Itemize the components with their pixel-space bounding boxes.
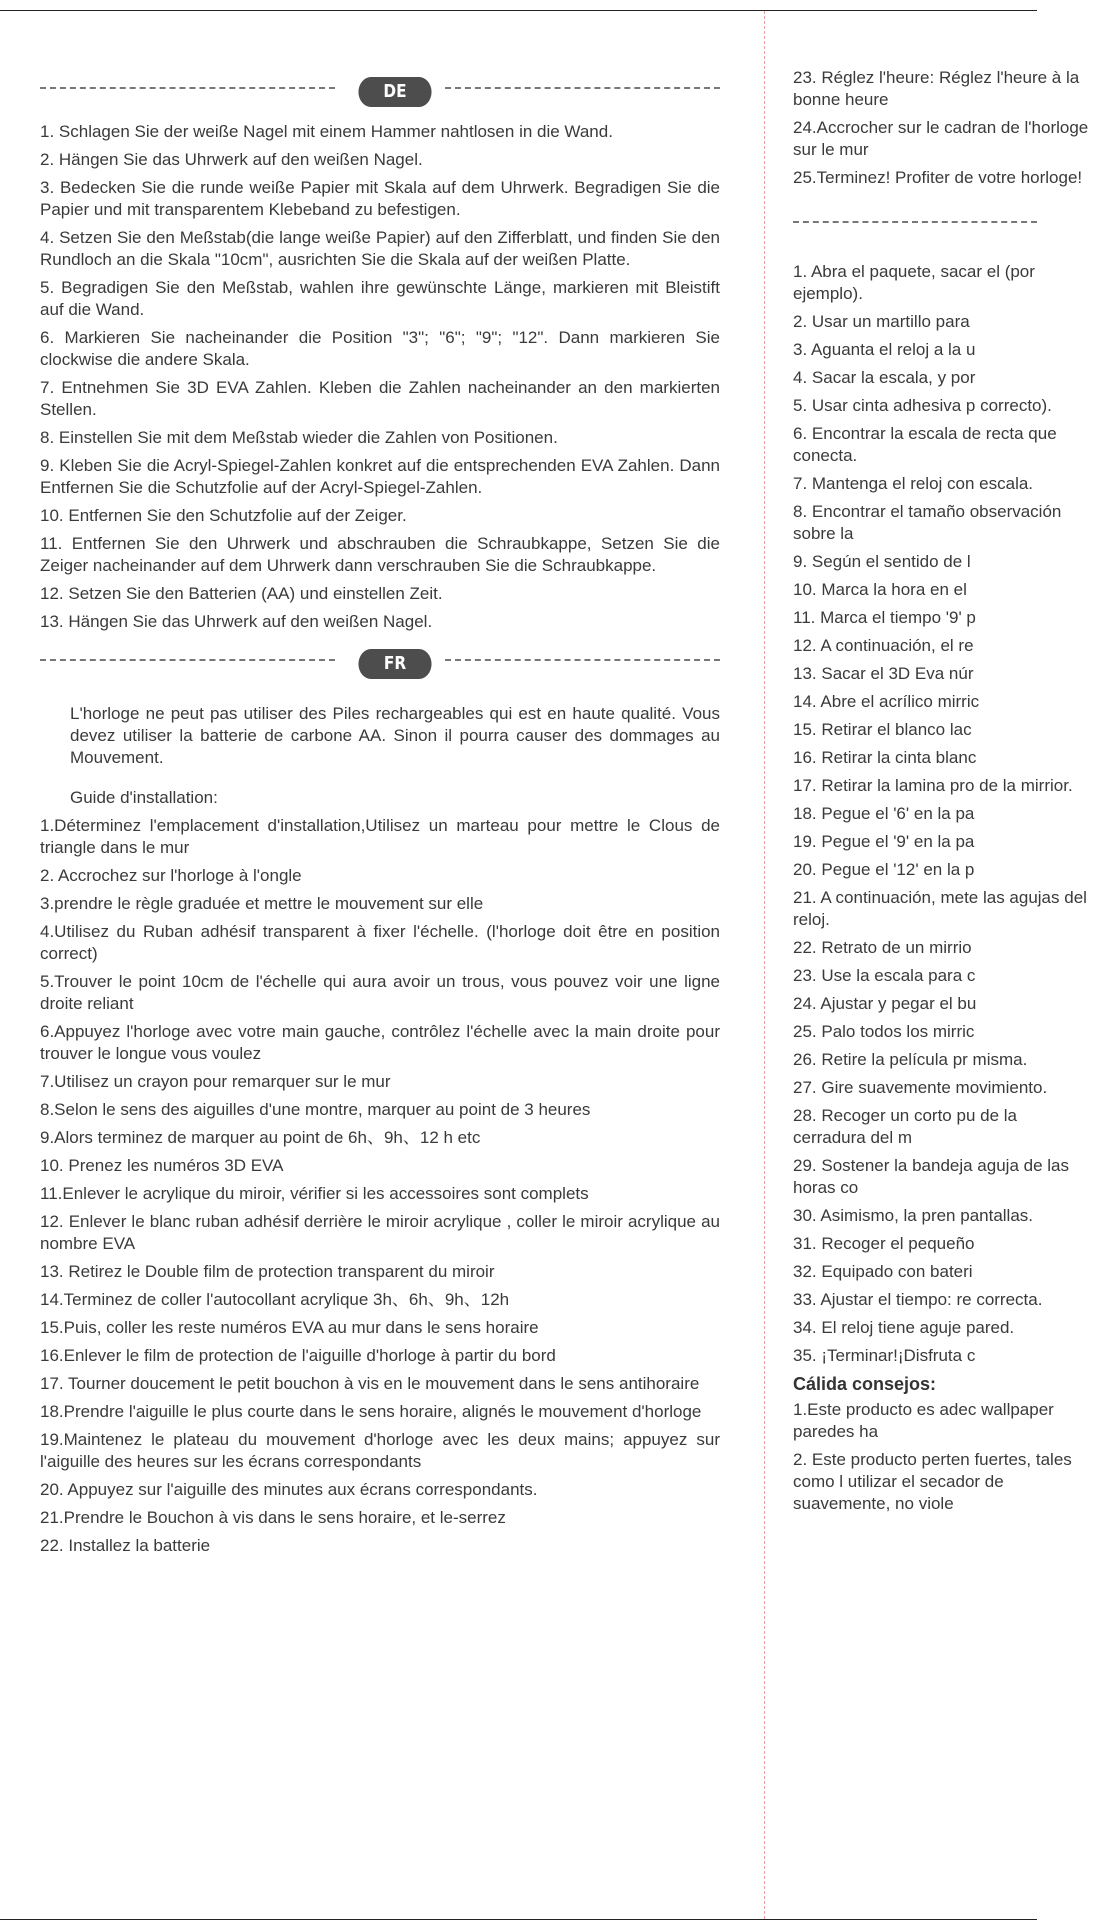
list-item: 20. Pegue el '12' en la p bbox=[793, 860, 975, 879]
list-item: 24. Ajustar y pegar el bu bbox=[793, 994, 977, 1013]
list-item: 12. Setzen Sie den Batterien (AA) und einstellen Zeit. bbox=[40, 584, 443, 603]
list-item: 12. Enlever le blanc ruban adhésif derrière le miroir acrylique , coller le miroir acrylique au nombre EVA bbox=[40, 1212, 720, 1253]
list-item: 4.Utilisez du Ruban adhésif transparent à fixer l'échelle. (l'horloge doit être en position correct) bbox=[40, 922, 720, 963]
list-item: 35. ¡Terminar!¡Disfruta c bbox=[793, 1346, 976, 1365]
fr-steps-continued bbox=[793, 67, 1093, 189]
es-steps-list bbox=[793, 261, 1093, 1367]
list-item: 10. Marca la hora en el bbox=[793, 580, 967, 599]
list-item: 10. Entfernen Sie den Schutzfolie auf der Zeiger. bbox=[40, 506, 407, 525]
list-item: 5. Begradigen Sie den Meßstab, wahlen ihre gewünschte Länge, markieren mit Bleistift auf die Wand. bbox=[40, 278, 720, 319]
list-item: 20. Appuyez sur l'aiguille des minutes aux écrans correspondants. bbox=[40, 1480, 538, 1499]
list-item: 14.Terminez de coller l'autocollant acrylique 3h、6h、9h、12h bbox=[40, 1290, 510, 1309]
list-item: 21. A continuación, mete las agujas del reloj. bbox=[793, 888, 1087, 929]
list-item: 9. Kleben Sie die Acryl-Spiegel-Zahlen konkret auf die entsprechenden EVA Zahlen. Dann Entfernen Sie die Schutzfolie auf der Acryl-Spiegel-Zahlen. bbox=[40, 456, 720, 497]
list-item: 2. Accrochez sur l'horloge à l'ongle bbox=[40, 866, 302, 885]
list-item: 5. Usar cinta adhesiva p correcto). bbox=[793, 396, 1052, 415]
list-item: 1. Schlagen Sie der weiße Nagel mit einem Hammer nahtlosen in die Wand. bbox=[40, 122, 613, 141]
list-item: 2. Hängen Sie das Uhrwerk auf den weißen Nagel. bbox=[40, 150, 423, 169]
list-item: 11.Enlever le acrylique du miroir, vérifier si les accessoires sont complets bbox=[40, 1184, 589, 1203]
list-item: 10. Prenez les numéros 3D EVA bbox=[40, 1156, 284, 1175]
section-divider-es bbox=[793, 211, 1053, 241]
battery-notice: L'horloge ne peut pas utiliser des Piles rechargeables qui est en haute qualité. Vous devez utiliser la batterie de carbone AA. Sinon il pourra causer des dommages au Mouvement. bbox=[70, 704, 720, 767]
dashed-rule bbox=[445, 659, 720, 661]
list-item: 6. Markieren Sie nacheinander die Position "3"; "6"; "9"; "12". Dann markieren Sie clockwise die andere Skala. bbox=[40, 328, 720, 369]
list-item: 25.Terminez! Profiter de votre horloge! bbox=[793, 168, 1083, 187]
list-item: 11. Marca el tiempo '9' p bbox=[793, 608, 976, 627]
list-item: 31. Recoger el pequeño bbox=[793, 1234, 975, 1253]
list-item: 13. Retirez le Double film de protection transparent du miroir bbox=[40, 1262, 495, 1281]
list-item: 27. Gire suavemente movimiento. bbox=[793, 1078, 1048, 1097]
list-item: 8. Encontrar el tamaño observación sobre la bbox=[793, 502, 1062, 543]
list-item: 34. El reloj tiene aguje pared. bbox=[793, 1318, 1015, 1337]
list-item: 7. Entnehmen Sie 3D EVA Zahlen. Kleben die Zahlen nacheinander an den markierten Stellen. bbox=[40, 378, 720, 419]
list-item: 4. Setzen Sie den Meßstab(die lange weiße Papier) auf den Zifferblatt, und finden Sie den Rundloch an die Skala "10cm", ausrichten Sie die Skala auf der weißen Platte. bbox=[40, 228, 720, 269]
es-tips-list bbox=[793, 1399, 1093, 1515]
dashed-rule bbox=[40, 87, 335, 89]
list-item: 8. Einstellen Sie mit dem Meßstab wieder die Zahlen von Positionen. bbox=[40, 428, 558, 447]
dashed-rule bbox=[793, 221, 1037, 223]
list-item: 22. Installez la batterie bbox=[40, 1536, 211, 1555]
list-item: 23. Use la escala para c bbox=[793, 966, 976, 985]
list-item: 30. Asimismo, la pren pantallas. bbox=[793, 1206, 1034, 1225]
list-item: 1. Abra el paquete, sacar el (por ejemplo). bbox=[793, 262, 1035, 303]
dashed-rule bbox=[445, 87, 720, 89]
list-item: 1.Este producto es adec wallpaper paredes ha bbox=[793, 1400, 1054, 1441]
list-item: 28. Recoger un corto pu de la cerradura del m bbox=[793, 1106, 1017, 1147]
list-item: 5.Trouver le point 10cm de l'échelle qui aura avoir un trous, vous pouvez voir une ligne droite reliant bbox=[40, 972, 720, 1013]
list-item: 19.Maintenez le plateau du mouvement d'horloge avec les deux mains; appuyez sur l'aiguille des heures sur les écrans correspondants bbox=[40, 1430, 720, 1471]
list-item: 15. Retirar el blanco lac bbox=[793, 720, 972, 739]
list-item: 3.prendre le règle graduée et mettre le mouvement sur elle bbox=[40, 894, 484, 913]
list-item: 9. Según el sentido de l bbox=[793, 552, 971, 571]
list-item: 3. Aguanta el reloj a la u bbox=[793, 340, 976, 359]
list-item: 32. Equipado con bateri bbox=[793, 1262, 973, 1281]
list-item: 2. Usar un martillo para bbox=[793, 312, 970, 331]
list-item: 33. Ajustar el tiempo: re correcta. bbox=[793, 1290, 1043, 1309]
list-item: 13. Hängen Sie das Uhrwerk auf den weißen Nagel. bbox=[40, 612, 433, 631]
list-item: 23. Réglez l'heure: Réglez l'heure à la bonne heure bbox=[793, 68, 1080, 109]
section-divider-fr bbox=[40, 649, 720, 679]
fr-steps-list bbox=[40, 815, 720, 1557]
list-item: 21.Prendre le Bouchon à vis dans le sens horaire, et le-serrez bbox=[40, 1508, 506, 1527]
section-divider-de bbox=[40, 77, 720, 107]
list-item: 17. Retirar la lamina pro de la mirrior. bbox=[793, 776, 1073, 795]
list-item: 6.Appuyez l'horloge avec votre main gauche, contrôlez l'échelle avec la main droite pour trouver le longue vous voulez bbox=[40, 1022, 720, 1063]
list-item: 18. Pegue el '6' en la pa bbox=[793, 804, 975, 823]
list-item: 16.Enlever le film de protection de l'aiguille d'horloge à partir du bord bbox=[40, 1346, 556, 1365]
list-item: 16. Retirar la cinta blanc bbox=[793, 748, 977, 767]
fold-line bbox=[764, 11, 765, 1919]
language-badge-de: DE bbox=[358, 77, 431, 107]
list-item: 26. Retire la película pr misma. bbox=[793, 1050, 1028, 1069]
instruction-sheet bbox=[0, 10, 1089, 1920]
list-item: 4. Sacar la escala, y por bbox=[793, 368, 976, 387]
list-item: 2. Este producto perten fuertes, tales como l utilizar el secador de suavemente, no viole bbox=[793, 1450, 1072, 1513]
list-item: 25. Palo todos los mirric bbox=[793, 1022, 975, 1041]
list-item: 14. Abre el acrílico mirric bbox=[793, 692, 980, 711]
list-item: 1.Déterminez l'emplacement d'installation,Utilisez un marteau pour mettre le Clous de triangle dans le mur bbox=[40, 816, 720, 857]
left-column bbox=[40, 77, 720, 1563]
list-item: 18.Prendre l'aiguille le plus courte dans le sens horaire, alignés le mouvement d'horloge bbox=[40, 1402, 702, 1421]
de-steps-list bbox=[40, 121, 720, 633]
list-item: 7. Mantenga el reloj con escala. bbox=[793, 474, 1034, 493]
language-badge-fr: FR bbox=[358, 649, 431, 679]
list-item: 7.Utilisez un crayon pour remarquer sur le mur bbox=[40, 1072, 391, 1091]
list-item: 13. Sacar el 3D Eva núr bbox=[793, 664, 974, 683]
guide-title: Guide d'installation: bbox=[70, 788, 218, 807]
list-item: 22. Retrato de un mirrio bbox=[793, 938, 972, 957]
list-item: 12. A continuación, el re bbox=[793, 636, 974, 655]
tips-heading: Cálida consejos: bbox=[793, 1374, 937, 1394]
list-item: 6. Encontrar la escala de recta que conecta. bbox=[793, 424, 1057, 465]
list-item: 3. Bedecken Sie die runde weiße Papier mit Skala auf dem Uhrwerk. Begradigen Sie die Papier und mit transparentem Klebeband zu befestigen. bbox=[40, 178, 720, 219]
list-item: 24.Accrocher sur le cadran de l'horloge sur le mur bbox=[793, 118, 1089, 159]
list-item: 17. Tourner doucement le petit bouchon à vis en le mouvement dans le sens antihoraire bbox=[40, 1374, 700, 1393]
list-item: 29. Sostener la bandeja aguja de las horas co bbox=[793, 1156, 1069, 1197]
list-item: 8.Selon le sens des aiguilles d'une montre, marquer au point de 3 heures bbox=[40, 1100, 591, 1119]
right-column bbox=[793, 67, 1093, 1521]
list-item: 11. Entfernen Sie den Uhrwerk und abschrauben die Schraubkappe, Setzen Sie die Zeiger nacheinander auf dem Uhrwerk dann verschrauben Sie die Schraubkappe. bbox=[40, 534, 720, 575]
dashed-rule bbox=[40, 659, 335, 661]
list-item: 19. Pegue el '9' en la pa bbox=[793, 832, 975, 851]
list-item: 9.Alors terminez de marquer au point de 6h、9h、12 h etc bbox=[40, 1128, 481, 1147]
list-item: 15.Puis, coller les reste numéros EVA au mur dans le sens horaire bbox=[40, 1318, 539, 1337]
